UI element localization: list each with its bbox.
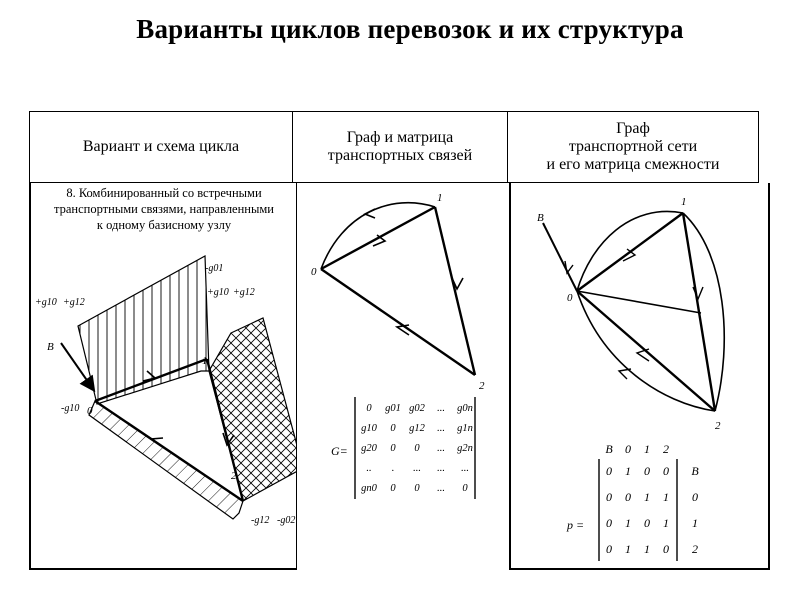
- matrix-p-cell: 1: [663, 490, 669, 504]
- header-row: [30, 112, 759, 183]
- matrix-p-cell: 0: [644, 464, 650, 478]
- matrix-p-row-header: B: [691, 464, 699, 478]
- transport-network-graph: [511, 183, 768, 568]
- scheme-caption-line1: 8. Комбинированный со встречными: [66, 186, 262, 200]
- matrix-p-cell: 0: [606, 490, 612, 504]
- matrix-p-cell: 0: [606, 542, 612, 556]
- matrix-g-cell: ...: [461, 463, 469, 474]
- header-variant-scheme-label: Вариант и схема цикла: [82, 138, 240, 155]
- matrix-p-cell: 1: [644, 490, 650, 504]
- scheme-label-n2: 2: [231, 470, 237, 482]
- matrix-g-cell: g20: [361, 443, 377, 454]
- matrix-p-cell: 1: [625, 464, 631, 478]
- scheme-label-g12a: +g12: [63, 297, 85, 308]
- graph-matrix-panel: [296, 183, 510, 568]
- matrix-g-cell: 0: [390, 443, 396, 454]
- matrix-g-cell: g2n: [457, 443, 473, 454]
- matrix-p-cell: 0: [663, 464, 669, 478]
- matrix-p-cell: 1: [663, 516, 669, 530]
- matrix-g-cell: g0n: [457, 403, 473, 414]
- matrix-p-row-header: 2: [692, 542, 698, 556]
- network-label-n2: 2: [715, 420, 721, 432]
- matrix-g-cells: [361, 403, 473, 494]
- matrix-p-name: p =: [567, 518, 585, 532]
- graph-label-n0: 0: [311, 266, 317, 278]
- matrix-p-cell: 0: [606, 464, 612, 478]
- matrix-g-cell: 0: [390, 423, 396, 434]
- scheme-label-g12b: +g12: [233, 287, 255, 298]
- header-graph-matrix-line2: транспортных связей: [327, 147, 473, 164]
- scheme-caption: [31, 185, 297, 233]
- header-graph-matrix-line1: Граф и матрица: [346, 129, 454, 146]
- graph-arrow-1-0: [365, 209, 375, 218]
- header-table: [29, 111, 759, 183]
- matrix-g-cell: .: [391, 463, 395, 474]
- matrix-p-col-header: 1: [644, 442, 650, 456]
- matrix-p-cell: 0: [663, 542, 669, 556]
- network-edge-0-1-diag: [577, 291, 701, 313]
- matrix-g-cell: ...: [437, 423, 445, 434]
- header-network-line3: и его матрица смежности: [546, 156, 720, 173]
- network-edge-0-2: [577, 291, 715, 411]
- header-network-line2: транспортной сети: [568, 138, 698, 155]
- matrix-p-cell: 0: [625, 490, 631, 504]
- matrix-p-cell: 1: [625, 542, 631, 556]
- matrix-p-cell: 1: [625, 516, 631, 530]
- scheme-label-g10b: +g10: [207, 287, 229, 298]
- matrix-p-col-header: B: [605, 442, 613, 456]
- graph-edge-1-2: [435, 207, 475, 375]
- scheme-label-g01: -g01: [205, 263, 224, 274]
- graph-edge-2-0: [321, 269, 475, 375]
- scheme-label-g02n: -g02: [277, 515, 296, 526]
- matrix-g-cell: g01: [385, 403, 401, 414]
- band-lower-hatch: [89, 401, 243, 519]
- matrix-g-cell: 0: [462, 483, 468, 494]
- matrix-p-cell: 0: [606, 516, 612, 530]
- header-graph-matrix: [293, 112, 508, 183]
- matrix-g-cell: 0: [390, 483, 396, 494]
- graph-arrow-2-0: [397, 325, 409, 335]
- network-arrow-b-0: [565, 261, 573, 273]
- graph-label-n1: 1: [437, 192, 443, 204]
- matrix-g-cell: gn0: [361, 483, 377, 494]
- matrix-p-cell: 0: [644, 516, 650, 530]
- scheme-label-n1: 1: [202, 355, 208, 367]
- matrix-g-cell: ...: [437, 463, 445, 474]
- matrix-g-cell: g12: [409, 423, 425, 434]
- network-graph-panel: [509, 183, 770, 570]
- graph-label-n2: 2: [479, 380, 485, 392]
- matrix-p-col-header: 0: [625, 442, 631, 456]
- matrix-p-col-header: 2: [663, 442, 669, 456]
- cycle-scheme-panel: [29, 183, 297, 570]
- scheme-label-g12n: -g12: [251, 515, 270, 526]
- scheme-label-b: B: [47, 341, 54, 353]
- scheme-label-g10a: +g10: [35, 297, 57, 308]
- header-network-line1: Граф: [616, 120, 650, 137]
- matrix-g-cell: g10: [361, 423, 377, 434]
- cycle-scheme-diagram: [31, 183, 297, 568]
- matrix-g-cell: g1n: [457, 423, 473, 434]
- matrix-g-cell: ...: [413, 463, 421, 474]
- matrix-p-row-header: 1: [692, 516, 698, 530]
- matrix-p-row-header: 0: [692, 490, 698, 504]
- network-label-n0: 0: [567, 292, 573, 304]
- matrix-g-cell: ..: [366, 463, 372, 474]
- header-variant-scheme: [30, 112, 293, 183]
- matrix-g-cell: 0: [366, 403, 372, 414]
- scheme-caption-line3: к одному базисному узлу: [96, 218, 232, 232]
- matrix-g-cell: 0: [414, 483, 420, 494]
- band-right-hatch: [209, 318, 297, 501]
- network-edge-b-0: [543, 223, 577, 291]
- matrix-p-cell: 1: [644, 542, 650, 556]
- network-edge-1-2-curve: [683, 213, 724, 411]
- scheme-label-n0: 0: [87, 405, 93, 417]
- network-arrow-1-2: [693, 287, 703, 299]
- matrix-g-cell: g02: [409, 403, 425, 414]
- network-label-b: B: [537, 212, 544, 224]
- matrix-g-cell: ...: [437, 443, 445, 454]
- matrix-g-cell: ...: [437, 483, 445, 494]
- matrix-g-name: G=: [331, 444, 348, 458]
- header-network-graph: [508, 112, 759, 183]
- scheme-caption-line2: транспортными связями, направленными: [54, 202, 274, 216]
- matrix-g-cell: ...: [437, 403, 445, 414]
- network-label-n1: 1: [681, 196, 687, 208]
- transport-links-graph: [297, 183, 509, 568]
- page-title: Варианты циклов перевозок и их структура: [136, 14, 684, 44]
- scheme-label-g10n: -g10: [61, 403, 80, 414]
- matrix-g-cell: 0: [414, 443, 420, 454]
- matrix-p-cells: [605, 442, 699, 556]
